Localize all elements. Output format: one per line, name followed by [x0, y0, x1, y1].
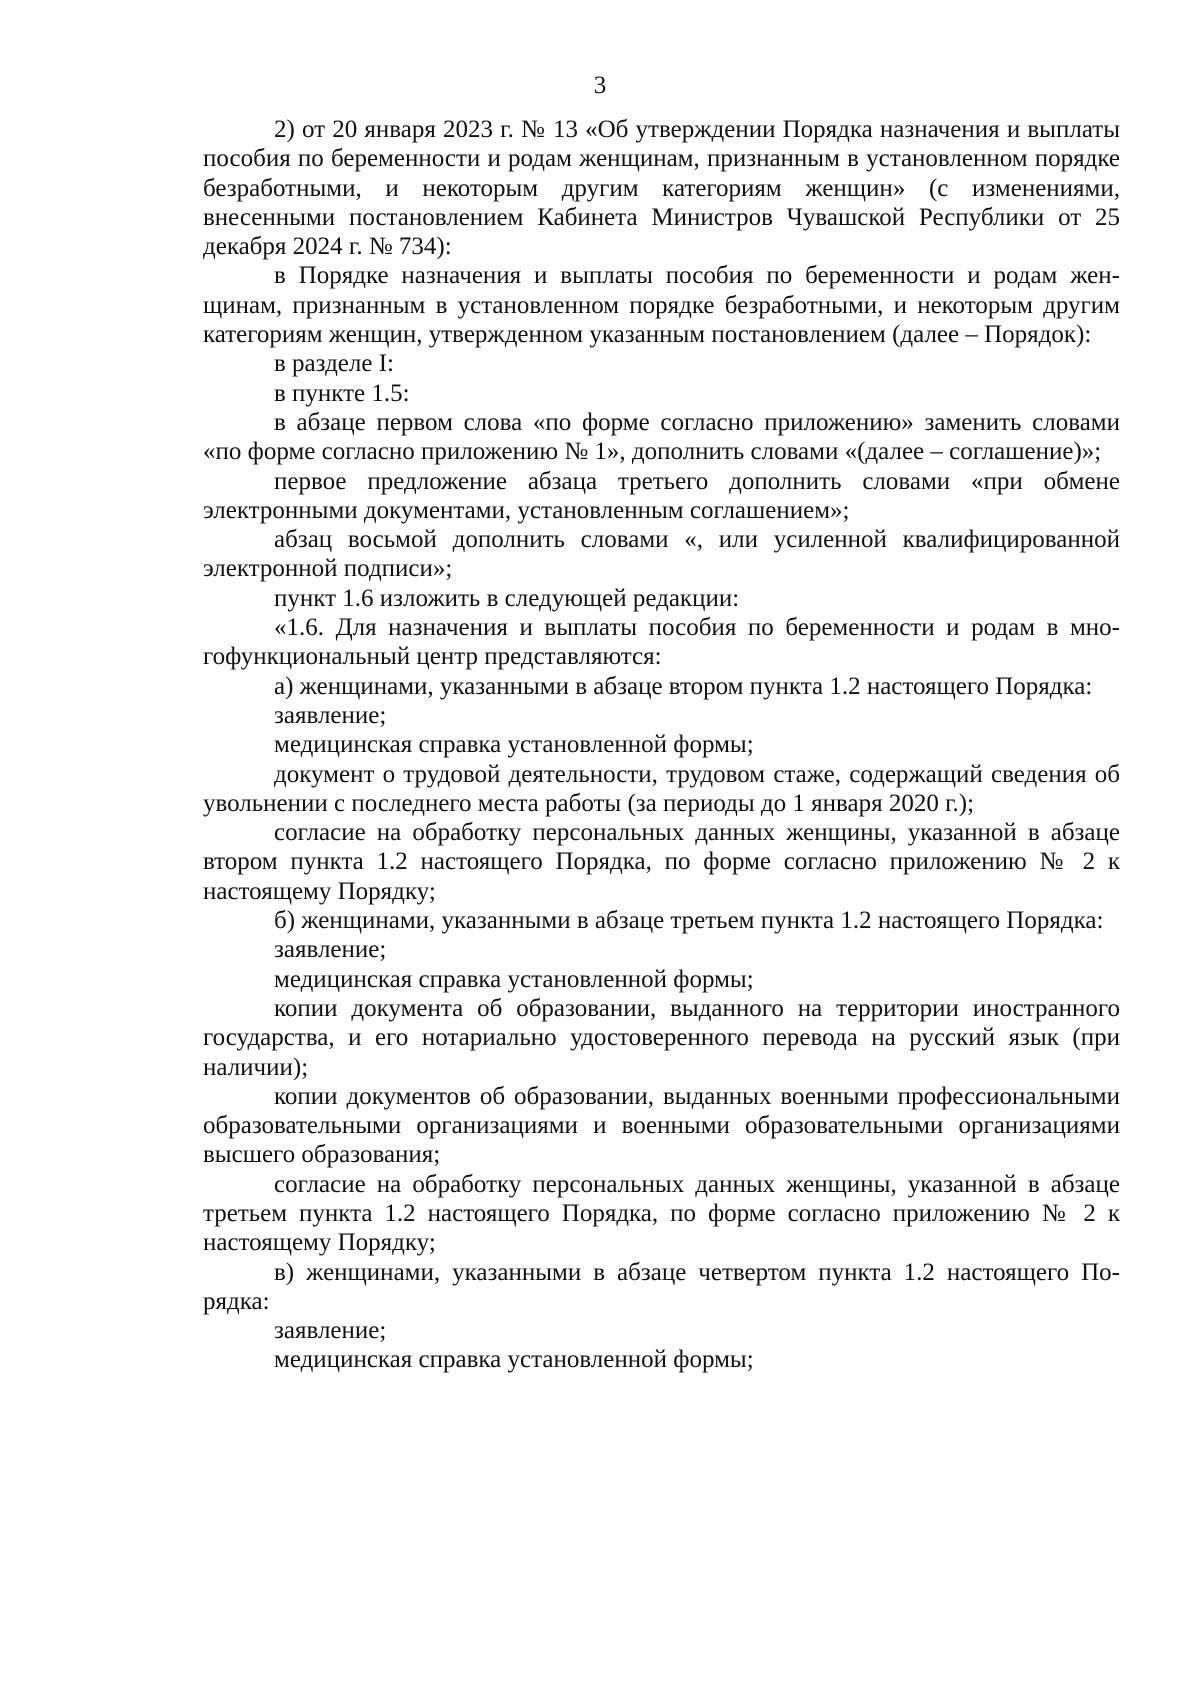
paragraph-third-abzac: первое предложение абзаца третьего дополнить словами «при обмене электронными документами, установленным соглашением»;: [203, 467, 1120, 524]
paragraph-eighth-abzac: абзац восьмой дополнить словами «, или усиленной квалифицированной электронной подписи»;: [203, 526, 1120, 583]
paragraph-first-abzac: в абзаце первом слова «по форме согласно приложению» заменить словами «по форме согласно приложению № 1», дополнить словами «(далее – соглашение)»;: [203, 408, 1120, 466]
list-item-employment-document: документ о трудовой деятельности, трудовом стаже, содержащий сведения об увольнении с последнего места работы (за периоды до 1 января 2020 г.);: [203, 760, 1120, 817]
list-item-application: заявление;: [274, 936, 387, 964]
list-item-application: заявление;: [274, 1317, 387, 1345]
paragraph-amendment-item-2: 2) от 20 января 2023 г. № 13 «Об утверждении Порядка назначения и выплаты пособия по беременности и родам женщинам, признанным в установленном порядке безработными, и некоторым другим категориям женщин» (с изменениями, внесенными постановлением Кабинета Министров Чувашской Республики от 25 декабря 2024 г. № 734):: [203, 116, 1120, 261]
paragraph-subitem-v: в) женщинами, указанными в абзаце четвертом пункта 1.2 настоящего Порядка:: [203, 1258, 1120, 1315]
list-item-application: заявление;: [274, 701, 387, 729]
paragraph-point-1-6-text: «1.6. Для назначения и выплаты пособия по беременности и родам в многофункциональный центр представляются:: [203, 614, 1120, 671]
list-item-medical-certificate: медицинская справка установленной формы;: [274, 965, 754, 993]
paragraph-section-1: в разделе I:: [274, 350, 394, 378]
paragraph-procedure-intro: в Порядке назначения и выплаты пособия по беременности и родам женщинам, признанным в установленном порядке безработными, и некоторым другим категориям женщин, утвержденном указанным постановлением (далее – Порядок):: [203, 262, 1120, 349]
paragraph-point-1-5: в пункте 1.5:: [274, 379, 410, 407]
list-item-foreign-education-copy: копии документа об образовании, выданного на территории иностранного государства, и его нотариально удостоверенного перевода на русский язык (при наличии);: [203, 994, 1120, 1081]
list-item-medical-certificate: медицинская справка установленной формы;: [274, 1346, 754, 1374]
list-item-military-education-copy: копии документов об образовании, выданных военными профессиональными образовательными организациями и военными образовательными организациями высшего образования;: [203, 1082, 1120, 1169]
document-body: [203, 115, 1120, 1375]
paragraph-point-1-6-heading: пункт 1.6 изложить в следующей редакции:: [274, 584, 740, 612]
list-item-medical-certificate: медицинская справка установленной формы;: [274, 731, 754, 759]
page-number: 3: [593, 72, 607, 99]
list-item-consent: согласие на обработку персональных данных женщины, указанной в абзаце третьем пункта 1.2 настоящего Порядка, по форме согласно приложению № 2 к настоящему Порядку;: [203, 1170, 1120, 1257]
list-item-consent: согласие на обработку персональных данных женщины, указанной в абзаце втором пункта 1.2 настоящего Порядка, по форме согласно приложению № 2 к настоящему Порядку;: [203, 819, 1120, 905]
paragraph-subitem-b: б) женщинами, указанными в абзаце третьем пункта 1.2 настоящего Порядка:: [274, 907, 1104, 935]
paragraph-subitem-a: а) женщинами, указанными в абзаце втором пункта 1.2 настоящего Порядка:: [274, 672, 1093, 700]
